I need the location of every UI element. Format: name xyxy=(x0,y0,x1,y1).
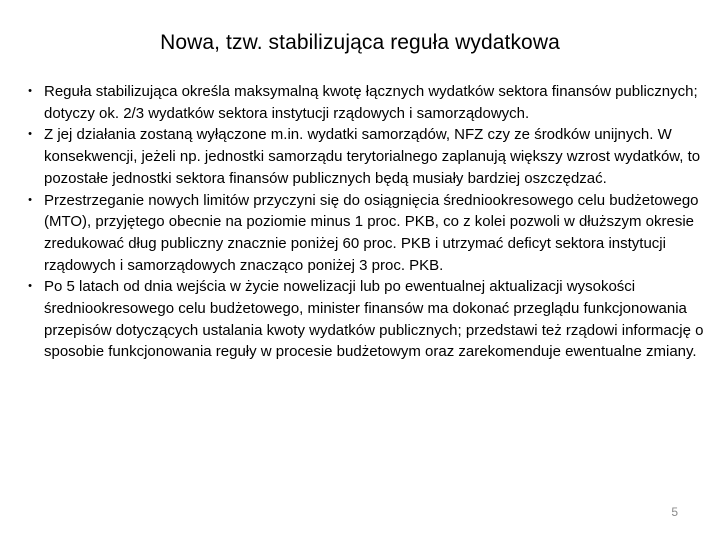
bullet-item xyxy=(24,190,704,277)
slide-title: Nowa, tzw. stabilizująca reguła wydatkowa xyxy=(160,31,560,54)
bullet-dot-icon: • xyxy=(28,128,32,141)
bullet-dot-icon: • xyxy=(28,280,32,293)
bullet-text: Reguła stabilizująca określa maksymalną kwotę łącznych wydatków sektora finansów publicznych; dotyczy ok. 2/3 wydatków sektora instytucji rządowych i samorządowych. xyxy=(44,83,698,122)
bullet-text: Przestrzeganie nowych limitów przyczyni się do osiągnięcia średniookresowego celu budżetowego (MTO), przyjętego obecnie na poziomie minus 1 proc. PKB, co z kolei pozwoli w dłuższym okresie zredukować dług publiczny znacznie poniżej 60 proc. PKB i utrzymać deficyt sektora instytucji rządowych i samorządowych znacząco poniżej 3 proc. PKB. xyxy=(44,191,699,274)
bullet-item xyxy=(24,124,704,189)
bullet-item xyxy=(24,276,704,363)
bullet-dot-icon: • xyxy=(28,193,32,206)
page-number: 5 xyxy=(671,505,678,519)
bullet-text: Z jej działania zostaną wyłączone m.in. wydatki samorządów, NFZ czy ze środków unijnych. W konsekwencji, jeżeli np. jednostki samorządu terytorialnego zaplanują większy wzrost wydatków, to pozostałe jednostki sektora finansów publicznych będą musiały bardziej oszczędzać. xyxy=(44,126,701,187)
bullet-list xyxy=(24,81,704,363)
bullet-text: Po 5 latach od dnia wejścia w życie nowelizacji lub po ewentualnej aktualizacji wysokości średniookresowego celu budżetowego, minister finansów ma dokonać przeglądu funkcjonowania przepisów dotyczących ustalania kwoty wydatków publicznych; przedstawi też rządowi informację o sposobie funkcjonowania reguły w procesie budżetowym oraz zarekomenduje ewentualne zmiany. xyxy=(44,278,704,361)
bullet-item xyxy=(24,81,704,124)
bullet-dot-icon: • xyxy=(28,85,32,97)
